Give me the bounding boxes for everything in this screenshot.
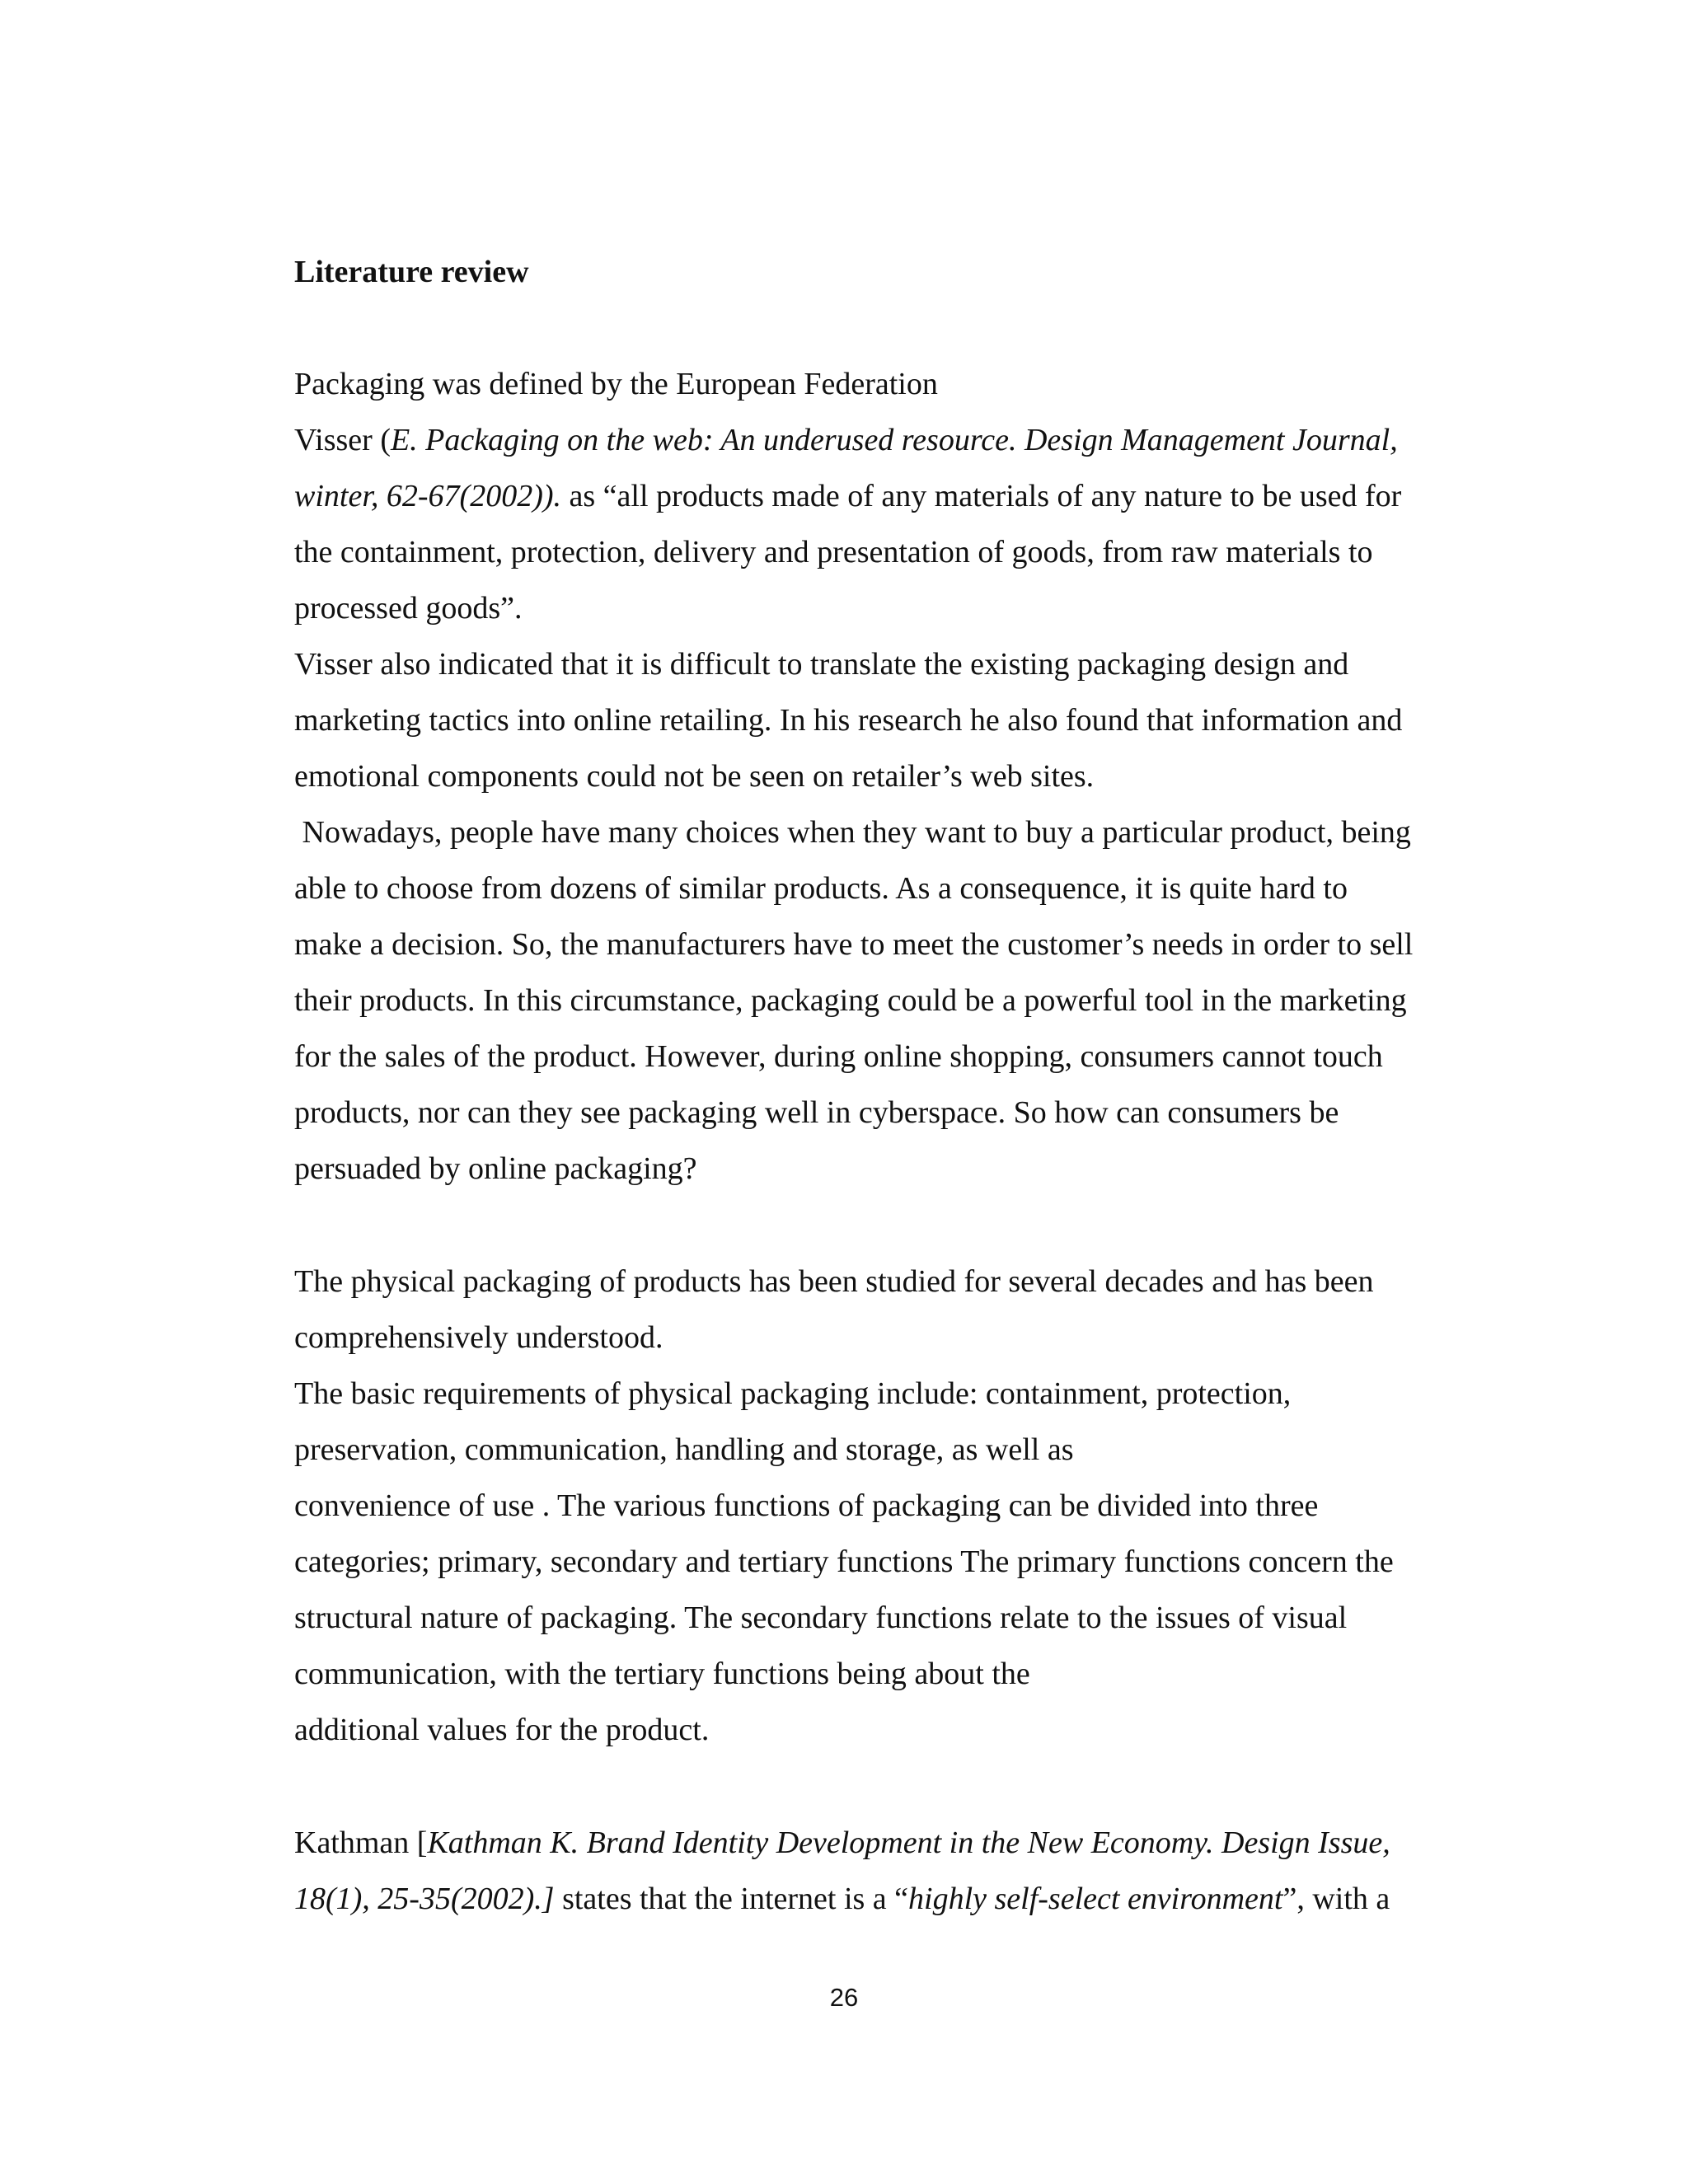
text-line: emotional components could not be seen on retailer’s web sites. [294,759,1095,794]
text-line: products, nor can they see packaging well in cyberspace. So how can consumers be [294,1095,1339,1130]
text-line: the containment, protection, delivery and presentation of goods, from raw materials to [294,535,1373,569]
text-run: ”, with a [1282,1882,1390,1916]
text-line: The physical packaging of products has been studied for several decades and has been [294,1264,1374,1299]
citation-italic: 18(1), 25-35(2002).] [294,1882,555,1916]
text-run: states that the internet is a “ [554,1882,909,1916]
text-line: Packaging was defined by the European Federation [294,367,938,401]
text-line: categories; primary, secondary and tertiary functions The primary functions concern the [294,1544,1394,1579]
text-line: marketing tactics into online retailing. In his research he also found that information and [294,703,1403,738]
text-line: comprehensively understood. [294,1320,663,1355]
text-line: processed goods”. [294,591,523,626]
text-line: The basic requirements of physical packaging include: containment, protection, [294,1376,1292,1411]
text-line: Nowadays, people have many choices when they want to buy a particular product, being [294,815,1411,850]
text-line: additional values for the product. [294,1713,710,1747]
citation-italic: winter, 62-67(2002)). [294,479,562,513]
text-line: make a decision. So, the manufacturers have to meet the customer’s needs in order to sell [294,927,1414,962]
text-line: persuaded by online packaging? [294,1151,697,1186]
citation-italic: E. Packaging on the web: An underused resource. Design Management Journal, [390,423,1398,457]
text-line [294,473,1401,519]
text-line: convenience of use . The various functions of packaging can be divided into three [294,1488,1319,1523]
text-line: structural nature of packaging. The secondary functions relate to the issues of visual [294,1601,1348,1635]
page-number: 26 [829,1983,859,2012]
text-run: as “all products made of any materials of any nature to be used for [561,479,1402,513]
text-line: Visser also indicated that it is difficult to translate the existing packaging design and [294,647,1349,682]
text-line: their products. In this circumstance, packaging could be a powerful tool in the marketing [294,983,1407,1018]
section-heading: Literature review [294,255,529,289]
citation-italic: Kathman K. Brand Identity Development in the New Economy. Design Issue, [427,1825,1390,1860]
text-run: Kathman [ [294,1825,428,1860]
text-line: preservation, communication, handling and storage, as well as [294,1432,1074,1467]
text-line [294,1820,1390,1866]
text-line: able to choose from dozens of similar products. As a consequence, it is quite hard to [294,871,1348,906]
quote-italic: highly self-select environment [908,1882,1283,1916]
text-line: communication, with the tertiary functions being about the [294,1657,1030,1691]
text-line [294,1876,1390,1922]
text-run: Visser ( [294,423,391,457]
text-line: for the sales of the product. However, during online shopping, consumers cannot touch [294,1039,1383,1074]
text-line [294,417,1398,463]
